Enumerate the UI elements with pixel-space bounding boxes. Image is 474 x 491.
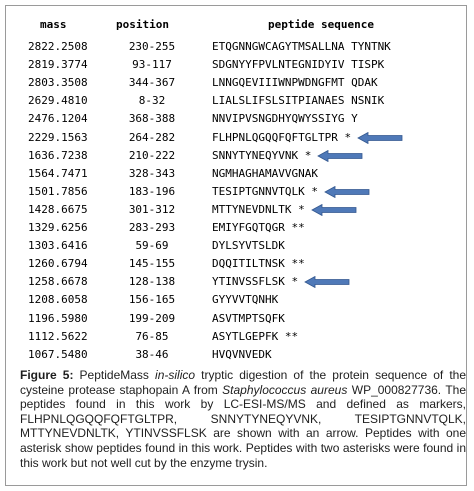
- asterisk-mark: **: [291, 221, 305, 234]
- asterisk-mark: *: [298, 202, 305, 216]
- marker-arrow-icon: [324, 186, 370, 198]
- mass-cell: 1501.7856: [28, 184, 88, 198]
- sequence-cell: [212, 112, 358, 125]
- sequence-header: peptide sequence: [268, 18, 374, 31]
- table-row: [6, 112, 466, 130]
- sequence-text: HVQVNVEDK: [212, 347, 272, 361]
- caption-italic-1: in-silico: [155, 368, 196, 382]
- sequence-text: EMIYFGQTQGR: [212, 221, 285, 234]
- asterisk-mark: *: [344, 130, 352, 144]
- position-cell: 301-312: [128, 202, 176, 216]
- table-row: [6, 257, 466, 275]
- table-row: [6, 275, 466, 293]
- sequence-text: ETQGNNGWCAGYTMSALLNA TYNTNK: [212, 40, 391, 53]
- marker-arrow-icon: [317, 150, 363, 162]
- sequence-cell: [212, 221, 305, 234]
- mass-cell: 1303.6416: [28, 239, 88, 253]
- figure-caption: [20, 368, 466, 470]
- position-cell: 38-46: [135, 347, 169, 361]
- figure-frame: [5, 5, 467, 486]
- caption-label: Figure 5:: [20, 368, 74, 382]
- caption-italic-2: Staphylococcus aureus: [222, 382, 348, 397]
- mass-cell: 1428.6675: [28, 202, 88, 216]
- mass-cell: 1196.5980: [28, 311, 88, 325]
- position-cell: 344-367: [128, 76, 176, 90]
- caption-text-2: tryptic digestion of the protein sequence of the cysteine protease staphopain A from: [20, 368, 467, 397]
- sequence-cell: [212, 76, 378, 89]
- position-cell: 76-85: [135, 329, 169, 343]
- asterisk-mark: *: [311, 184, 318, 198]
- table-row: [6, 76, 466, 94]
- table-row: [6, 221, 466, 239]
- marker-arrow-icon: [357, 132, 403, 144]
- sequence-text: DQQITILTNSK: [212, 257, 285, 271]
- sequence-cell: [212, 257, 305, 270]
- mass-cell: 1208.6058: [28, 293, 88, 307]
- sequence-cell: [212, 131, 351, 144]
- table-row: [6, 239, 466, 257]
- sequence-text: LNNGQEVIIIWNPWDNGFMT QDAK: [212, 76, 378, 90]
- position-header: position: [116, 18, 169, 31]
- table-row: [6, 293, 466, 311]
- sequence-cell: [212, 185, 318, 198]
- sequence-cell: [212, 293, 278, 306]
- position-cell: 283-293: [128, 221, 176, 234]
- table-row: [6, 58, 466, 76]
- marker-arrow-icon: [304, 276, 350, 288]
- position-cell: 199-209: [128, 311, 176, 325]
- sequence-cell: [212, 167, 318, 180]
- table-row: [6, 131, 466, 149]
- caption-text-1: PeptideMass: [73, 368, 156, 382]
- sequence-cell: [212, 239, 285, 252]
- sequence-text: SNNYTYNEQYVNK: [212, 148, 299, 162]
- position-cell: 156-165: [128, 293, 176, 307]
- sequence-text: DYLSYVTSLDK: [212, 239, 285, 253]
- marker-arrow-icon: [311, 204, 357, 216]
- asterisk-mark: *: [291, 275, 299, 289]
- mass-cell: 1260.6794: [28, 257, 88, 271]
- sequence-cell: [212, 275, 298, 288]
- table-row: [6, 203, 466, 221]
- sequence-cell: [212, 40, 391, 53]
- mass-cell: 1258.6678: [28, 275, 88, 289]
- position-cell: 8-32: [138, 94, 166, 108]
- sequence-text: MTTYNEVDNLTK: [212, 202, 292, 216]
- mass-cell: 1564.7471: [28, 166, 88, 180]
- sequence-text: NNVIPVSNGDHYQWYSSIYG Y: [212, 112, 358, 126]
- position-cell: 264-282: [128, 130, 176, 144]
- position-cell: 210-222: [128, 148, 176, 162]
- sequence-cell: [212, 94, 384, 107]
- mass-cell: 1067.5480: [28, 347, 88, 361]
- position-cell: 93-117: [132, 58, 172, 72]
- mass-cell: 2819.3774: [28, 58, 88, 72]
- sequence-text: ASVTMPTSQFK: [212, 311, 285, 325]
- asterisk-mark: **: [284, 329, 299, 343]
- table-row: [6, 348, 466, 366]
- position-cell: 230-255: [128, 40, 176, 53]
- sequence-cell: [212, 348, 272, 361]
- table-row: [6, 94, 466, 112]
- table-row: [6, 185, 466, 203]
- position-cell: 328-343: [128, 166, 176, 180]
- position-cell: 145-155: [128, 257, 176, 271]
- asterisk-mark: **: [291, 257, 305, 271]
- mass-cell: 2629.4810: [28, 94, 88, 108]
- sequence-text: LIALSLIFSLSITPIANAES NSNIK: [212, 94, 385, 108]
- caption-text-3: WP_000827736. The peptides found in this work by LC-ESI-MS/MS and defined as markers, FLHPNLQGQQFQFTGLTPR, SNNYTYNEQYVNK, TESIPTGNNVTQLK, MTTYNEVDNLTK, YTINVSSFLSK are shown with an arrow. Peptides with one asterisk show peptides found in this work. Peptides with two asterisks were found in this work but not well cut by the enzyme trysin.: [20, 382, 467, 470]
- position-cell: 128-138: [128, 275, 176, 289]
- table-row: [6, 167, 466, 185]
- sequence-cell: [212, 312, 285, 325]
- sequence-text: GYYVVTQNHK: [212, 293, 279, 307]
- table-row: [6, 312, 466, 330]
- position-cell: 368-388: [128, 112, 176, 126]
- position-cell: 183-196: [128, 184, 176, 198]
- mass-cell: 1636.7238: [28, 148, 88, 162]
- mass-cell: 1112.5622: [28, 329, 88, 343]
- sequence-cell: [212, 58, 384, 71]
- table-row: [6, 40, 466, 58]
- mass-cell: 1329.6256: [28, 221, 88, 234]
- sequence-text: ASYTLGEPFK: [212, 329, 279, 343]
- position-cell: 59-69: [135, 239, 169, 253]
- sequence-cell: [212, 203, 305, 216]
- table-row: [6, 149, 466, 167]
- mass-cell: 2476.1204: [28, 112, 88, 126]
- sequence-text: SDGNYYFPVLNTEGNIDYIV TISPK: [212, 58, 385, 72]
- mass-cell: 2822.2508: [28, 40, 88, 53]
- sequence-text: NGMHAGHAMAVVGNAK: [212, 166, 318, 180]
- mass-cell: 2803.3508: [28, 76, 88, 90]
- asterisk-mark: *: [304, 148, 312, 162]
- sequence-cell: [212, 149, 311, 162]
- sequence-text: TESIPTGNNVTQLK: [212, 184, 305, 198]
- mass-cell: 2229.1563: [28, 130, 88, 144]
- sequence-text: YTINVSSFLSK: [212, 275, 285, 289]
- mass-header: mass: [40, 18, 67, 31]
- sequence-cell: [212, 330, 298, 343]
- table-row: [6, 330, 466, 348]
- sequence-text: FLHPNLQGQQFQFTGLTPR: [212, 130, 338, 144]
